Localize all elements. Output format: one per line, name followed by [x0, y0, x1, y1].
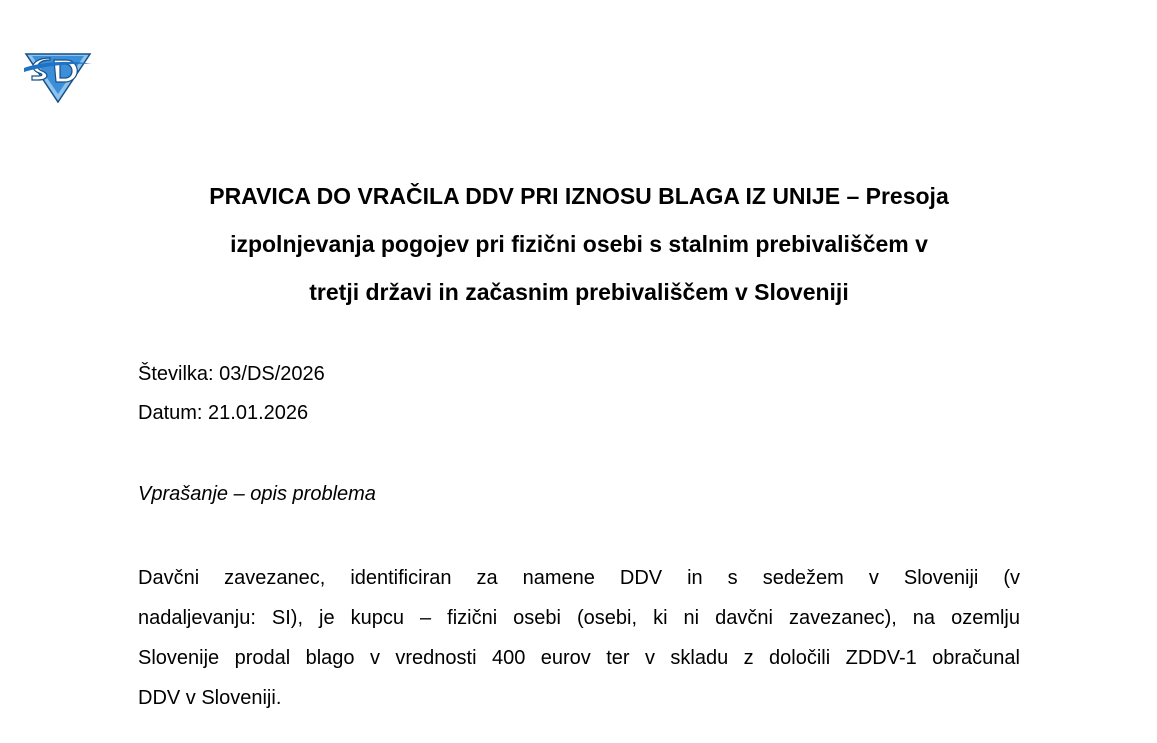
paragraph-line: nadaljevanju: SI), je kupcu – fizični osebi (osebi, ki ni davčni zavezanec), na ozemlju	[138, 607, 1020, 629]
document-date: Datum: 21.01.2026	[138, 402, 309, 424]
paragraph-line: DDV v Sloveniji.	[138, 687, 282, 709]
body-paragraph	[138, 558, 1020, 718]
title-line: tretji državi in začasnim prebivališčem v Sloveniji	[309, 279, 849, 305]
document-number: Številka: 03/DS/2026	[138, 363, 325, 385]
paragraph-line: Slovenije prodal blago v vrednosti 400 eurov ter v skladu z določili ZDDV-1 obračunal	[138, 647, 1020, 669]
sd-shield-logo-icon	[20, 46, 96, 104]
paragraph-line: Davčni zavezanec, identificiran za namene DDV in s sedežem v Sloveniji (v	[138, 567, 1020, 589]
section-heading: Vprašanje – opis problema	[138, 483, 376, 505]
title-line: PRAVICA DO VRAČILA DDV PRI IZNOSU BLAGA IZ UNIJE – Presoja	[209, 183, 949, 209]
title-line: izpolnjevanja pogojev pri fizični osebi s stalnim prebivališčem v	[230, 231, 928, 257]
document-title	[138, 172, 1020, 316]
